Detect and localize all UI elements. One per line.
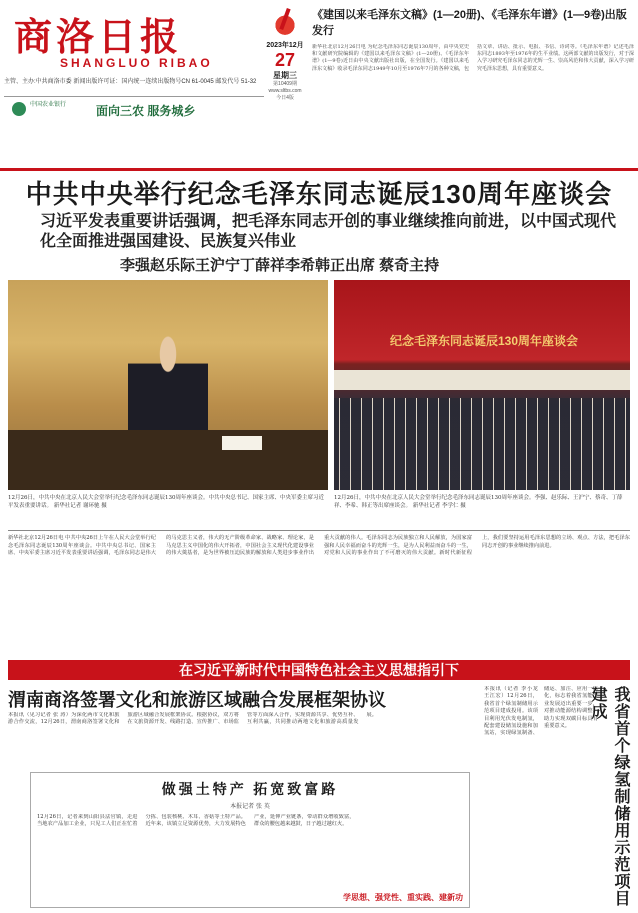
section-banner: 在习近平新时代中国特色社会主义思想指引下 <box>8 660 630 680</box>
stage <box>334 370 630 390</box>
bank-name: 中国农业银行 <box>30 102 67 108</box>
speaker-figure <box>128 330 208 440</box>
feature-author: 本报记者 张 英 <box>230 803 270 810</box>
photo-speaker[interactable] <box>8 280 328 490</box>
top-story-headline[interactable]: 《建国以来毛泽东文稿》(1—20册)、《毛泽东年谱》(1—9卷)出版发行 <box>312 9 627 37</box>
newspaper-logo: 商洛日报 <box>14 14 183 59</box>
date-weekday: 星期三 <box>273 71 297 80</box>
sponsor-line: 主管、主办:中共商洛市委 新闻出版许可证：国内统一连续出版物号CN 61-0045 邮发代号 51-32 <box>4 79 257 85</box>
top-story-text: 新华社北京12月26日电 为纪念毛泽东同志诞辰130周年，由中央党史和文献研究院编辑的《建国以来毛泽东文稿》(1—20册)、《毛泽东年谱》(1—9卷)近日由中央文献出版社出版，在全国发行。《建国以来毛泽东文稿》收录毛泽东同志1949年10月至1976年7月的各种文稿，包括文章、讲话、批示、电报、书信、诗词等。《毛泽东年谱》记述毛泽东同志1893年至1976年的生平业绩。这两部文献的出版发行，对于深入学习研究毛泽东同志的光辉一生、崇高风范和伟大贡献，深入学习研究毛泽东思想，具有重要意义。 <box>312 44 634 72</box>
main-article-text: 新华社北京12月26日电 中共中央26日上午在人民大会堂举行纪念毛泽东同志诞辰130周年座谈会。中共中央总书记、国家主席、中央军委主席习近平发表重要讲话强调，毛泽东同志是伟大的马克思主义者，伟大的无产阶级革命家、战略家、理论家，是马克思主义中国化的伟大开拓者，中国社会主义现代化建设事业的伟大奠基者，是为世界被压迫民族的解放和人类进步事业作出重大贡献的伟人。毛泽东同志为民族独立和人民解放，为国家富强和人民幸福而奋斗的光辉一生，是为人民利益而奋斗的一生，对党和人民的事业作出了不可磨灭的伟大贡献。新时代新征程上，我们要坚持运用毛泽东思想的立场、观点、方法，把毛泽东同志开创的事业继续推向前进。 <box>8 530 630 654</box>
date-day: 27 <box>274 50 296 70</box>
story2-headline[interactable]: 渭南商洛签署文化和旅游区域融合发展框架协议 <box>8 690 386 710</box>
main-subheadline: 习近平发表重要讲话强调，把毛泽东同志开创的事业继续推向前进，以中国式现代化全面推进强国建设、民族复兴伟业 <box>40 213 617 250</box>
audience <box>334 398 630 490</box>
feature-text: 12月26日，记者来到山阳县法官镇，走进当地农产品加工企业，只见工人们正在忙着分拣、包装核桃、木耳、香菇等土特产品。近年来，该镇立足资源优势，大力发展特色产业，延伸产业链条，带动群众增收致富，群众的腰包越来越鼓，日子越过越红火。 <box>37 814 355 828</box>
bank-advert <box>4 96 264 120</box>
name-plate <box>222 436 262 450</box>
feature-tag: 学思想、强党性、重实践、建新功 <box>343 893 463 902</box>
caption-right: 12月26日，中共中央在北京人民大会堂举行纪念毛泽东同志诞辰130周年座谈会。李强、赵乐际、王沪宁、蔡奇、丁薛祥、李希、韩正等出席座谈会。 新华社记者 李学仁 摄 <box>334 495 623 509</box>
photo-hall[interactable] <box>334 280 630 490</box>
story3-text: 本报讯（记者 李小龙 王江宏）12月26日，我省首个绿氢制储用示范项目建成投用。该项目利用光伏发电制氢，配套建设储氢设施和加氢站，实现绿氢制备、储运、加注、应用一体化，标志着我省氢能产业发展迈出重要一步，对推动能源结构调整、助力实现双碳目标具有重要意义。 <box>484 686 598 737</box>
date-box <box>264 6 306 126</box>
page-count: 今日4版 <box>276 95 294 101</box>
feature-headline[interactable]: 做强土特产 拓宽致富路 <box>161 783 339 798</box>
date-year-month: 2023年12月 <box>266 42 304 49</box>
story2-text: 本报讯（见习记者 张 涛）为深化两市文化和旅游合作交流，12月26日，渭南商洛签署文化和旅游区域融合发展框架协议。根据协议，双方将在文旅资源开发、线路打造、宣传推广、市场监管等方面深入合作，实现资源共享、优势互补、互利共赢，共同推动两地文化和旅游高质量发展。 <box>8 712 377 726</box>
bank-logo-icon <box>12 102 26 116</box>
feature-box <box>30 772 470 908</box>
website: www.sltbs.com <box>268 88 302 94</box>
masthead-divider <box>0 168 638 171</box>
caption-left: 12月26日，中共中央在北京人民大会堂举行纪念毛泽东同志诞辰130周年座谈会。中共中央总书记、国家主席、中央军委主席习近平发表重要讲话。 新华社记者 谢环驰 摄 <box>8 495 324 509</box>
newspaper-logo-en: SHANGLUO RIBAO <box>60 56 213 70</box>
main-attendees: 李强赵乐际王沪宁丁薛祥李希韩正出席 蔡奇主持 <box>120 257 440 274</box>
hall-banner: 纪念毛泽东同志诞辰130周年座谈会 <box>389 334 579 348</box>
masthead <box>0 0 638 168</box>
top-story <box>312 6 634 156</box>
desk <box>8 430 328 490</box>
story3-headline[interactable]: 我省首个绿氢制储用示范项目建成 <box>589 686 629 907</box>
main-headline[interactable]: 中共中央举行纪念毛泽东同志诞辰130周年座谈会 <box>25 179 613 209</box>
flame-icon <box>271 6 299 38</box>
bank-slogan: 面向三农 服务城乡 <box>96 104 196 118</box>
issue-number: 第10409期 <box>273 81 297 87</box>
